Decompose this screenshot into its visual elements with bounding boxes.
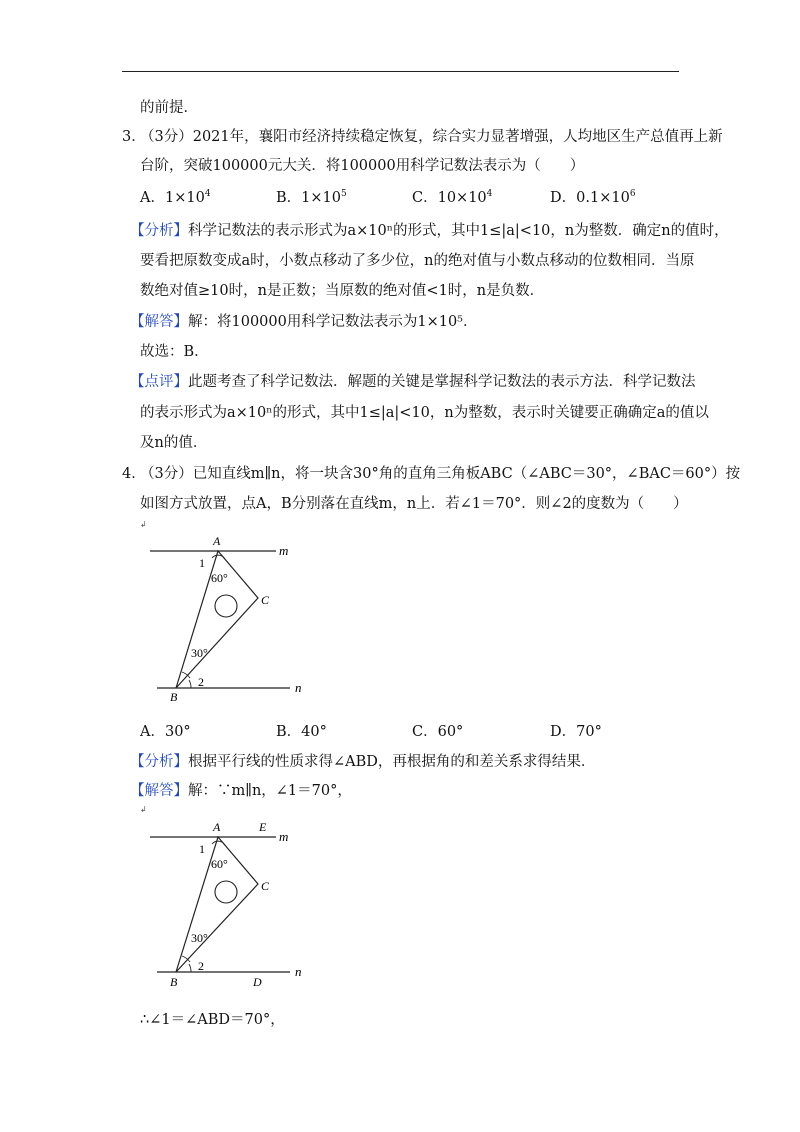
- label-angle-2: 2: [198, 675, 204, 689]
- q3-option-b: [276, 188, 347, 208]
- q3-option-c-base: 10×10: [437, 190, 487, 206]
- q3-text-line2: 台阶，突破100000元大关．将100000用科学记数法表示为（ ）: [140, 158, 585, 174]
- q4-text-line2: 如图方式放置，点A，B分别落在直线m，n上．若∠1＝70°．则∠2的度数为（ ）: [140, 496, 688, 512]
- label-angle-1: 1: [199, 556, 205, 570]
- paragraph-mark: ↲: [140, 520, 147, 529]
- q3-option-a-label: A．: [140, 190, 165, 206]
- q3-option-d: [550, 188, 636, 208]
- q3-analysis-line2: 要看把原数变成a时，小数点移动了多少位，n的绝对值与小数点移动的位数相同．当原: [140, 253, 695, 269]
- label-30: 30°: [191, 931, 208, 945]
- q4-answer-line: [130, 781, 352, 801]
- angle-2-arc: [189, 680, 191, 688]
- q4-option-c-value: 60°: [437, 724, 464, 740]
- q3-option-c: [412, 188, 492, 208]
- q4-text-line1: （3分）已知直线m∥n，将一块含30°角的直角三角板ABC（∠ABC＝30°，∠BAC＝60°）按: [140, 466, 741, 482]
- q4-conclusion: ∴∠1＝∠ABD＝70°，: [140, 1012, 285, 1028]
- q4-option-c: [412, 722, 463, 742]
- q4-figure-1: [140, 530, 320, 710]
- q3-analysis-tag: 【分析】: [130, 223, 188, 239]
- q3-analysis-line1: [130, 221, 729, 241]
- q3-option-c-label: C．: [412, 190, 438, 206]
- q3-analysis-line3: 数绝对值≥10时，n是正数；当原数的绝对值<1时，n是负数．: [140, 283, 545, 299]
- q4-option-d-value: 70°: [576, 724, 602, 740]
- q4-analysis-line: [130, 752, 595, 772]
- triangle-hole: [215, 595, 237, 617]
- label-60: 60°: [211, 857, 228, 871]
- q3-option-a: [140, 188, 211, 208]
- q3-answer-text: 解：将100000用科学记数法表示为1×10⁵．: [188, 314, 478, 330]
- label-b: B: [170, 975, 178, 989]
- angle-60-arc: [212, 555, 225, 559]
- q4-option-a: [140, 722, 191, 742]
- q4-figure-2: [140, 815, 320, 995]
- q4-option-b-value: 40°: [301, 724, 327, 740]
- label-angle-1: 1: [199, 842, 205, 856]
- q3-text-line1: （3分）2021年，襄阳市经济持续稳定恢复，综合实力显著增强，人均地区生产总值再上新: [140, 129, 723, 145]
- q3-comment-line3: 及n的值．: [140, 435, 208, 451]
- label-n: n: [295, 680, 302, 695]
- q4-option-b: [276, 722, 327, 742]
- q4-answer-text: 解：∵m∥n，∠1＝70°，: [188, 783, 352, 799]
- header-rule: [122, 71, 679, 72]
- prev-tail: 的前提．: [140, 100, 198, 116]
- q3-number: 3．: [122, 129, 146, 145]
- q3-comment-text1: 此题考查了科学记数法．解题的关键是掌握科学记数法的表示方法．科学记数法: [188, 374, 696, 390]
- q3-comment-line2: 的表示形式为a×10ⁿ的形式，其中1≤|a|<10，n为整数，表示时关键要正确确定a的值以: [140, 405, 709, 421]
- q4-option-a-label: A．: [140, 724, 165, 740]
- paragraph-mark-2: ↲: [140, 805, 147, 814]
- q3-option-d-exp: 6: [629, 189, 636, 199]
- angle-2-arc: [189, 964, 191, 972]
- label-e: E: [259, 820, 267, 834]
- label-a: A: [213, 820, 221, 834]
- angle-60-arc: [212, 841, 225, 845]
- triangle-hole: [215, 881, 237, 903]
- q3-option-d-base: 0.1×10: [576, 190, 630, 206]
- q4-number: 4．: [122, 466, 146, 482]
- label-d: D: [253, 975, 262, 989]
- q4-answer-tag: 【解答】: [130, 783, 188, 799]
- label-n: n: [295, 964, 302, 979]
- q4-option-d: [550, 722, 602, 742]
- label-c: C: [261, 593, 270, 607]
- q3-comment-line1: [130, 372, 696, 392]
- q3-choice: 故选：B．: [140, 344, 209, 360]
- q3-option-c-exp: 4: [486, 189, 493, 199]
- q3-option-b-exp: 5: [340, 189, 347, 199]
- q4-analysis-tag: 【分析】: [130, 754, 188, 770]
- label-m: m: [279, 829, 289, 844]
- q4-option-a-value: 30°: [164, 724, 191, 740]
- q3-comment-tag: 【点评】: [130, 374, 188, 390]
- q3-answer-line: [130, 312, 478, 332]
- q3-option-b-label: B．: [276, 190, 302, 206]
- label-c: C: [261, 879, 270, 893]
- label-60: 60°: [211, 571, 228, 585]
- q4-analysis-text: 根据平行线的性质求得∠ABD，再根据角的和差关系求得结果．: [188, 754, 596, 770]
- label-angle-2: 2: [198, 959, 204, 973]
- q3-answer-tag: 【解答】: [130, 314, 188, 330]
- q3-option-a-exp: 4: [204, 189, 211, 199]
- q3-option-b-base: 1×10: [301, 190, 341, 206]
- label-a: A: [213, 534, 221, 548]
- label-30: 30°: [191, 646, 208, 660]
- q3-option-d-label: D．: [550, 190, 577, 206]
- q4-option-b-label: B．: [276, 724, 302, 740]
- q4-option-d-label: D．: [550, 724, 577, 740]
- q3-analysis-text1: 科学记数法的表示形式为a×10ⁿ的形式，其中1≤|a|<10，n为整数．确定n的值时，: [188, 223, 729, 239]
- label-b: B: [170, 690, 178, 704]
- label-m: m: [279, 543, 289, 558]
- q4-option-c-label: C．: [412, 724, 438, 740]
- q3-option-a-base: 1×10: [164, 190, 205, 206]
